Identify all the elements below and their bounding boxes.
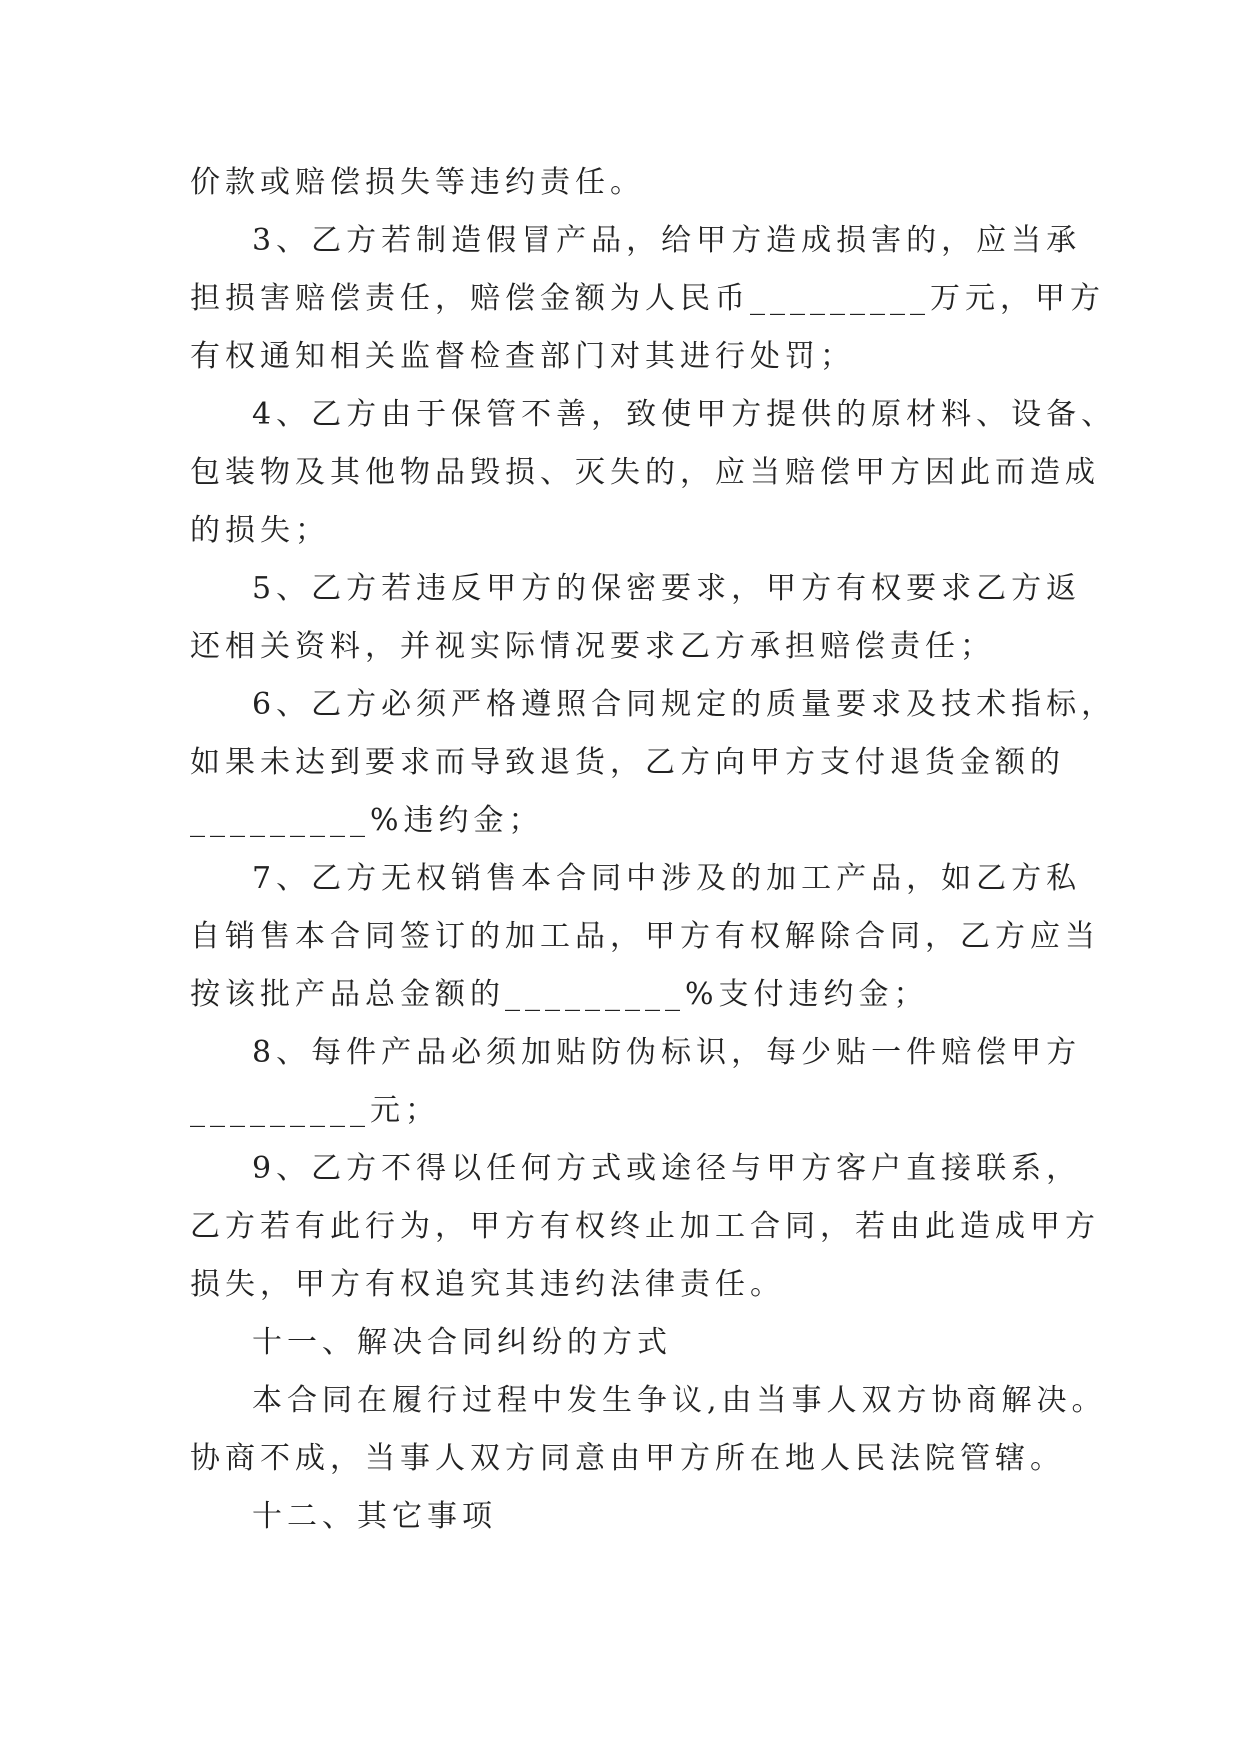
text-line-16: 8、每件产品必须加贴防伪标识，每少贴一件赔偿甲方 [252,1035,1082,1070]
text-line-10: 6、乙方必须严格遵照合同规定的质量要求及技术指标， [252,687,1117,722]
text-line-15: 按该批产品总金额的_________%支付违约金； [190,977,929,1012]
text-line-20: 损失，甲方有权追究其违约法律责任。 [190,1267,785,1302]
text-line-4: 有权通知相关监督检查部门对其进行处罚； [190,339,855,374]
text-line-11: 如果未达到要求而导致退货，乙方向甲方支付退货金额的 [190,745,1065,780]
text-line-22: 本合同在履行过程中发生争议,由当事人双方协商解决。 [252,1383,1107,1418]
text-line-5: 4、乙方由于保管不善，致使甲方提供的原材料、设备、 [252,397,1117,432]
section-heading-11: 十一、解决合同纠纷的方式 [252,1325,672,1360]
text-line-7: 的损失； [190,513,330,548]
text-line-12: _________%违约金； [190,803,544,838]
text-line-14: 自销售本合同签订的加工品，甲方有权解除合同，乙方应当 [190,919,1100,954]
text-line-8: 5、乙方若违反甲方的保密要求，甲方有权要求乙方返 [252,571,1082,606]
text-line-17: _________元； [190,1093,440,1128]
text-line-6: 包装物及其他物品毁损、灭失的，应当赔偿甲方因此而造成 [190,455,1100,490]
text-line-9: 还相关资料，并视实际情况要求乙方承担赔偿责任； [190,629,995,664]
text-line-13: 7、乙方无权销售本合同中涉及的加工产品，如乙方私 [252,861,1082,896]
text-line-1: 价款或赔偿损失等违约责任。 [190,165,645,200]
text-line-2: 3、乙方若制造假冒产品，给甲方造成损害的，应当承 [252,223,1082,258]
section-heading-12: 十二、其它事项 [252,1499,497,1534]
text-line-19: 乙方若有此行为，甲方有权终止加工合同，若由此造成甲方 [190,1209,1100,1244]
text-line-18: 9、乙方不得以任何方式或途径与甲方客户直接联系， [252,1151,1082,1186]
text-line-3: 担损害赔偿责任，赔偿金额为人民币_________万元，甲方 [190,281,1105,316]
text-line-23: 协商不成，当事人双方同意由甲方所在地人民法院管辖。 [190,1441,1065,1476]
